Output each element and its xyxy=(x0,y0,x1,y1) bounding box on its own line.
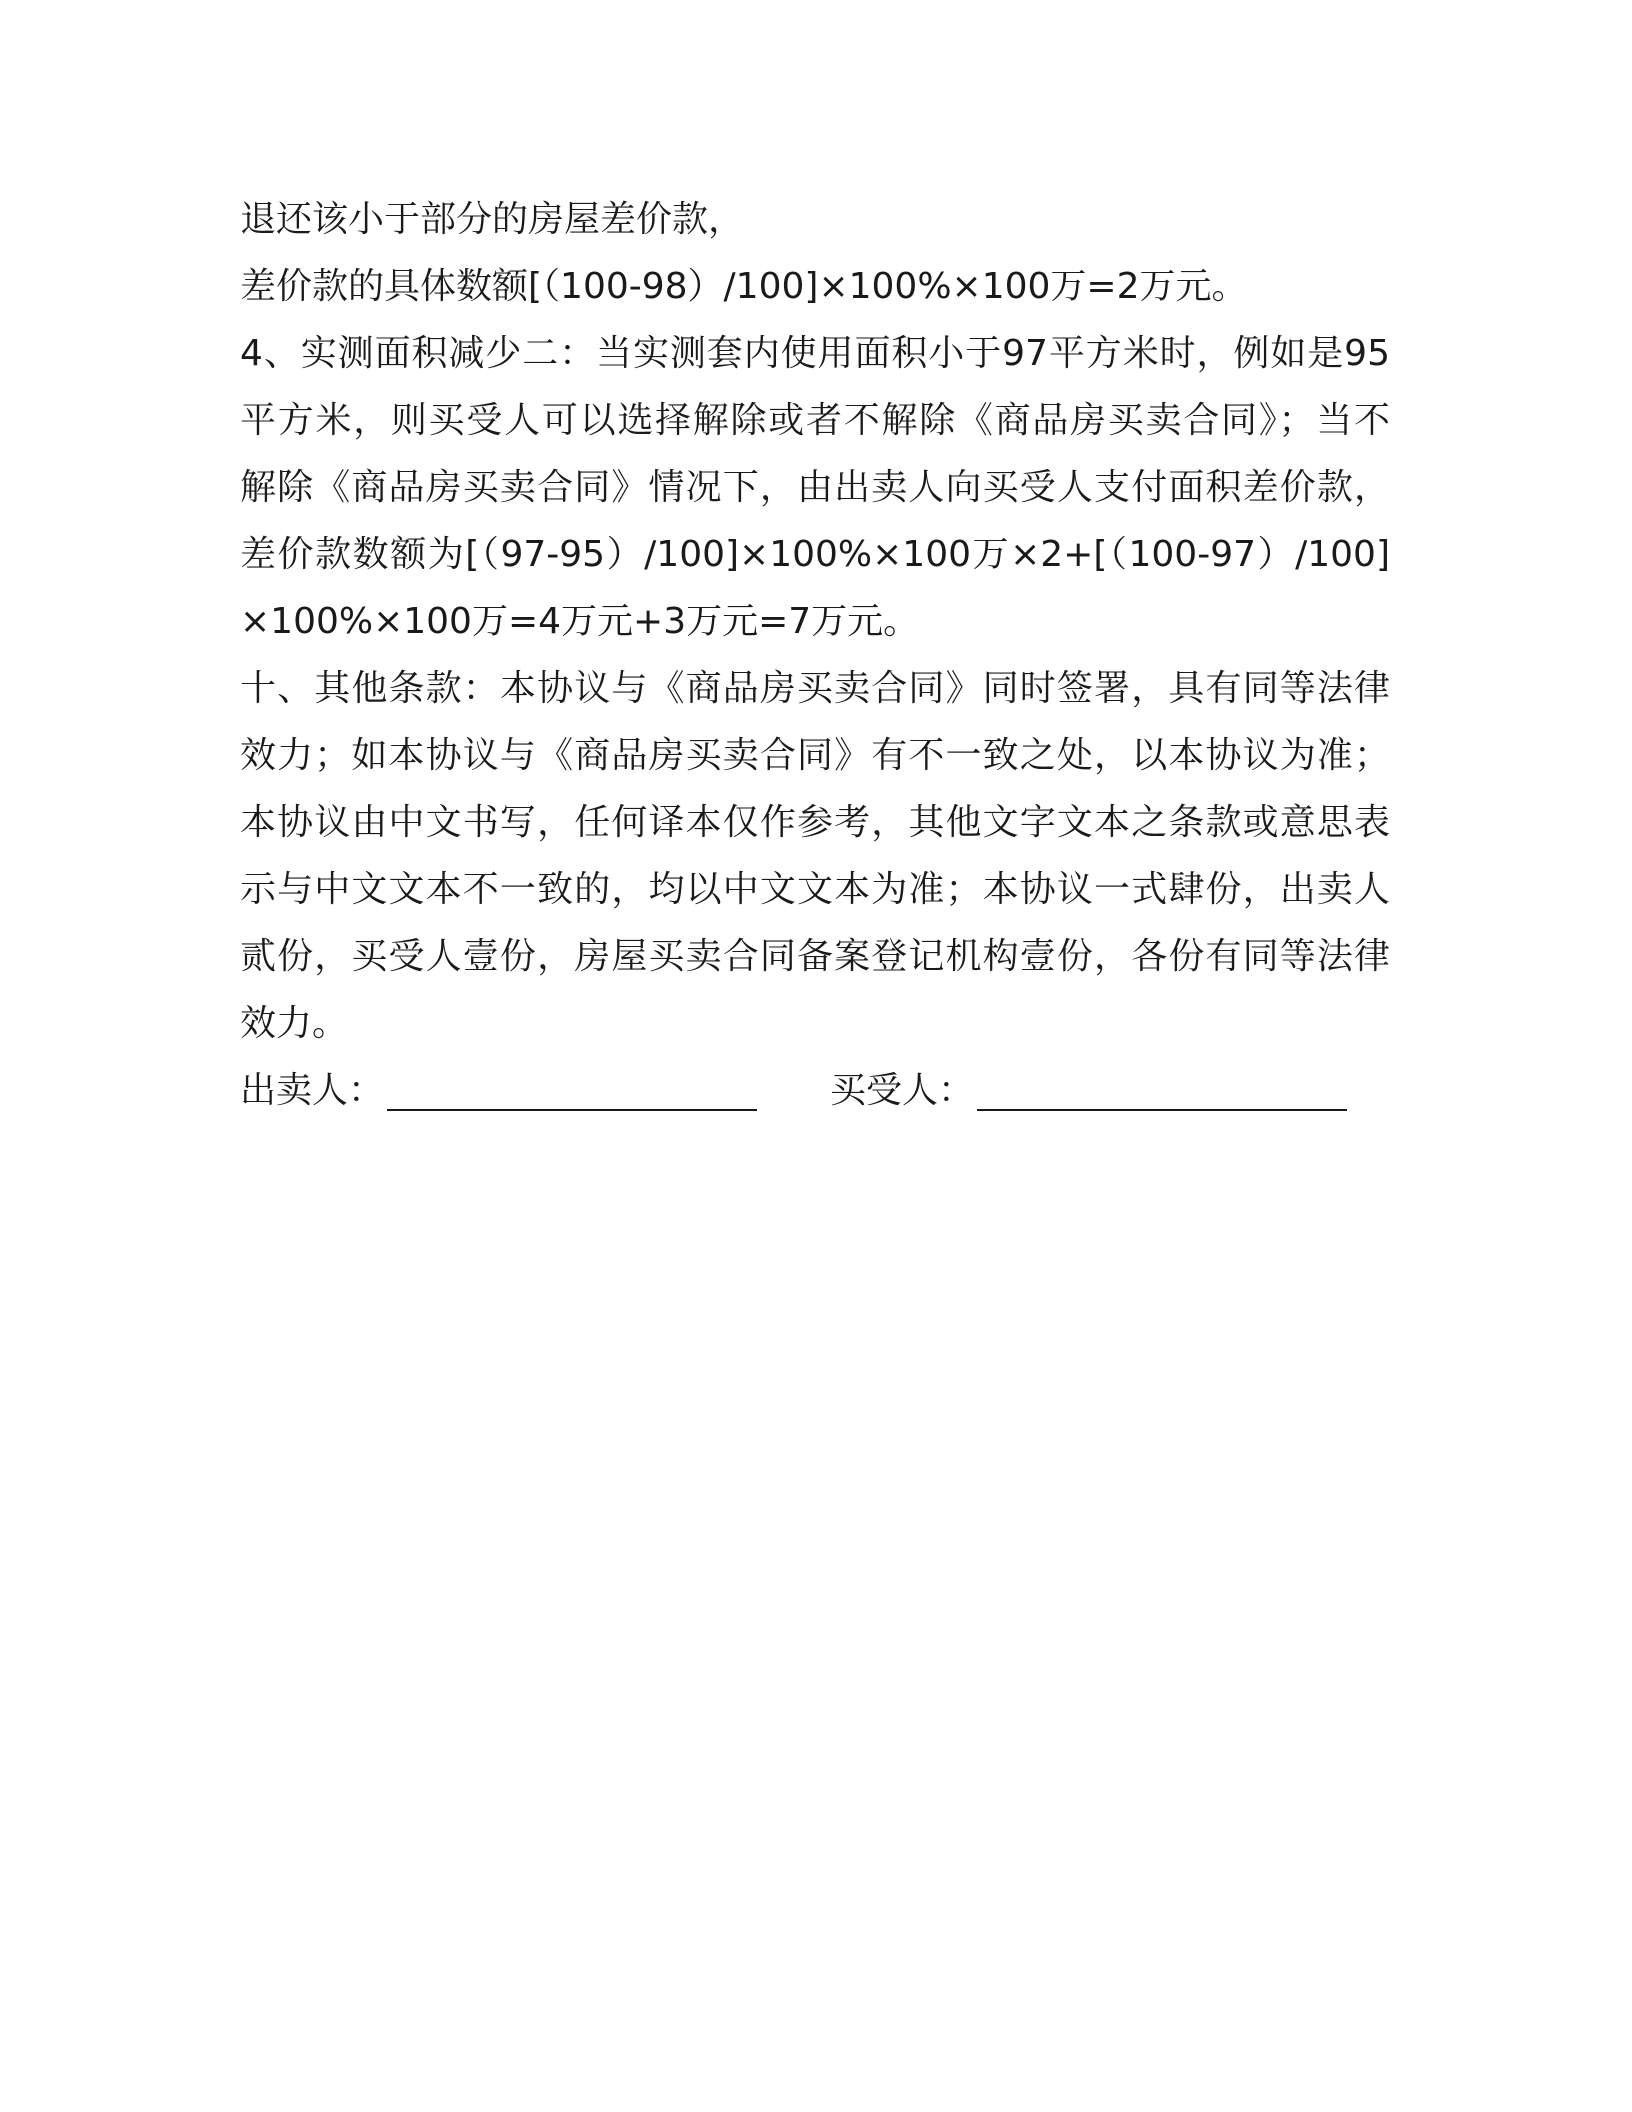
seller-signature-label: 出卖人： xyxy=(240,1070,385,1111)
text-line-6: 差价款数额为[（97-95）/100]×100%×100万×2+[（100-97）/100] xyxy=(240,534,1390,575)
document-page xyxy=(240,186,1390,1124)
text-line-3: 4、实测面积减少二：当实测套内使用面积小于97平方米时，例如是95 xyxy=(240,333,1390,374)
text-line-2: 差价款的具体数额[（100-98）/100]×100%×100万=2万元。 xyxy=(240,266,1248,307)
text-line-11: 示与中文文本不一致的，均以中文文本为准；本协议一式肆份，出卖人 xyxy=(240,869,1390,910)
text-line-9: 效力；如本协议与《商品房买卖合同》有不一致之处，以本协议为准； xyxy=(240,735,1390,776)
text-line-8: 十、其他条款：本协议与《商品房买卖合同》同时签署，具有同等法律 xyxy=(240,668,1390,709)
text-line-7: ×100%×100万=4万元+3万元=7万元。 xyxy=(240,601,920,642)
text-line-10: 本协议由中文书写，任何译本仅作参考，其他文字文本之条款或意思表 xyxy=(240,802,1390,843)
buyer-signature-label: 买受人： xyxy=(830,1070,975,1111)
text-line-1: 退还该小于部分的房屋差价款， xyxy=(240,199,745,240)
text-line-5: 解除《商品房买卖合同》情况下，由出卖人向买受人支付面积差价款， xyxy=(240,467,1390,508)
buyer-signature-line[interactable] xyxy=(977,1109,1347,1111)
signature-row xyxy=(240,1057,1390,1124)
seller-signature-line[interactable] xyxy=(387,1109,757,1111)
text-line-4: 平方米，则买受人可以选择解除或者不解除《商品房买卖合同》；当不 xyxy=(240,400,1390,441)
text-line-13: 效力。 xyxy=(240,1003,349,1044)
text-line-12: 贰份，买受人壹份，房屋买卖合同备案登记机构壹份，各份有同等法律 xyxy=(240,936,1390,977)
